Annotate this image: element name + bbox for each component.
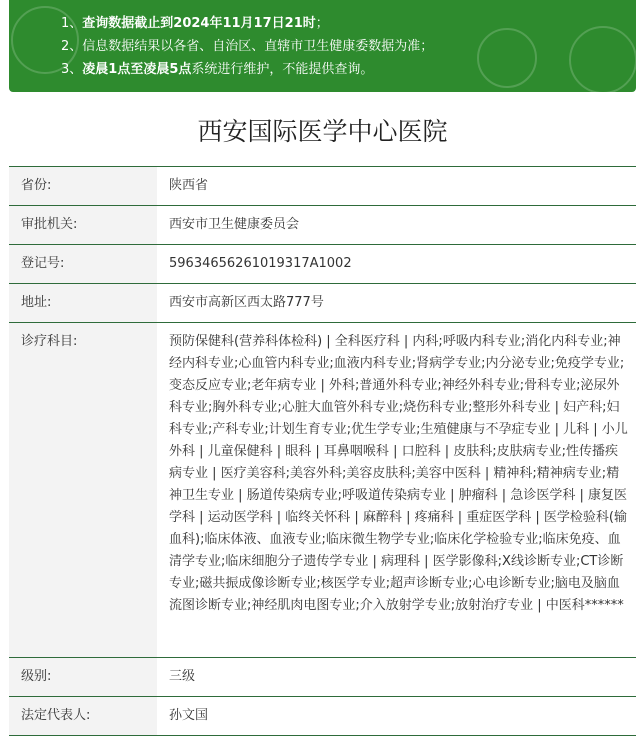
table-row-registration [9, 245, 636, 284]
field-label: 地址: [9, 284, 157, 322]
notice-banner [9, 0, 636, 92]
departments-value: 预防保健科(营养科体检科) | 全科医疗科 | 内科;呼吸内科专业;消化内科专业;神经内科专业;心血管内科专业;血液内科专业;肾病学专业;内分泌专业;免疫学专业;变态反应专业;老年病专业 | 外科;普通外科专业;神经外科专业;骨科专业;泌尿外科专业;胸外科专业;心脏大血管外科专业;烧伤科专业;整形外科专业 | 妇产科;妇科专业;产科专业;计划生育专业;优生学专业;生殖健康与不孕症专业 | 儿科 | 小儿外科 | 儿童保健科 | 眼科 | 耳鼻咽喉科 | 口腔科 | 皮肤科;皮肤病专业;性传播疾病专业 | 医疗美容科;美容外科;美容皮肤科;美容中医科 | 精神科;精神病专业;精神卫生专业 | 肠道传染病专业;呼吸道传染病专业 | 肿瘤科 | 急诊医学科 | 康复医学科 | 运动医学科 | 临终关怀科 | 麻醉科 | 疼痛科 | 重症医学科 | 医学检验科(输血科);临床体液、血液专业;临床微生物学专业;临床化学检验专业;临床免疫、血清学专业;临床细胞分子遗传学专业 | 病理科 | 医学影像科;X线诊断专业;CT诊断专业;磁共振成像诊断专业;核医学专业;超声诊断专业;心电诊断专业;脑电及脑血流图诊断专业;神经肌肉电图专业;介入放射学专业;放射治疗专业 | 中医科****** [169, 334, 628, 613]
field-label: 诊疗科目: [9, 323, 157, 657]
approver-value: 西安市卫生健康委员会 [169, 217, 300, 232]
field-label: 省份: [9, 167, 157, 205]
notice-line-1: 1、查询数据截止到2024年11月17日21时； [61, 16, 329, 31]
table-row-province [9, 167, 636, 206]
registration-number-value: 59634656261019317A1002 [169, 256, 352, 271]
field-label: 级别: [9, 658, 157, 696]
page-title: 西安国际医学中心医院 [197, 117, 448, 146]
notice-line-2: 2、信息数据结果以各省、自治区、直辖市卫生健康委数据为准； [61, 39, 434, 54]
table-row-level [9, 658, 636, 697]
field-label: 登记号: [9, 245, 157, 283]
level-value: 三级 [169, 669, 196, 684]
hospital-info-table [9, 166, 636, 736]
address-value: 西安市高新区西太路777号 [169, 295, 324, 310]
table-row-approver [9, 206, 636, 245]
table-row-departments [9, 323, 636, 658]
field-label: 法定代表人: [9, 697, 157, 735]
table-row-address [9, 284, 636, 323]
table-row-legal-representative [9, 697, 636, 736]
notice-line-3: 3、凌晨1点至凌晨5点系统进行维护，不能提供查询。 [61, 62, 374, 77]
province-value: 陕西省 [169, 178, 209, 193]
field-label: 审批机关: [9, 206, 157, 244]
legal-representative-value: 孙文国 [169, 708, 209, 723]
